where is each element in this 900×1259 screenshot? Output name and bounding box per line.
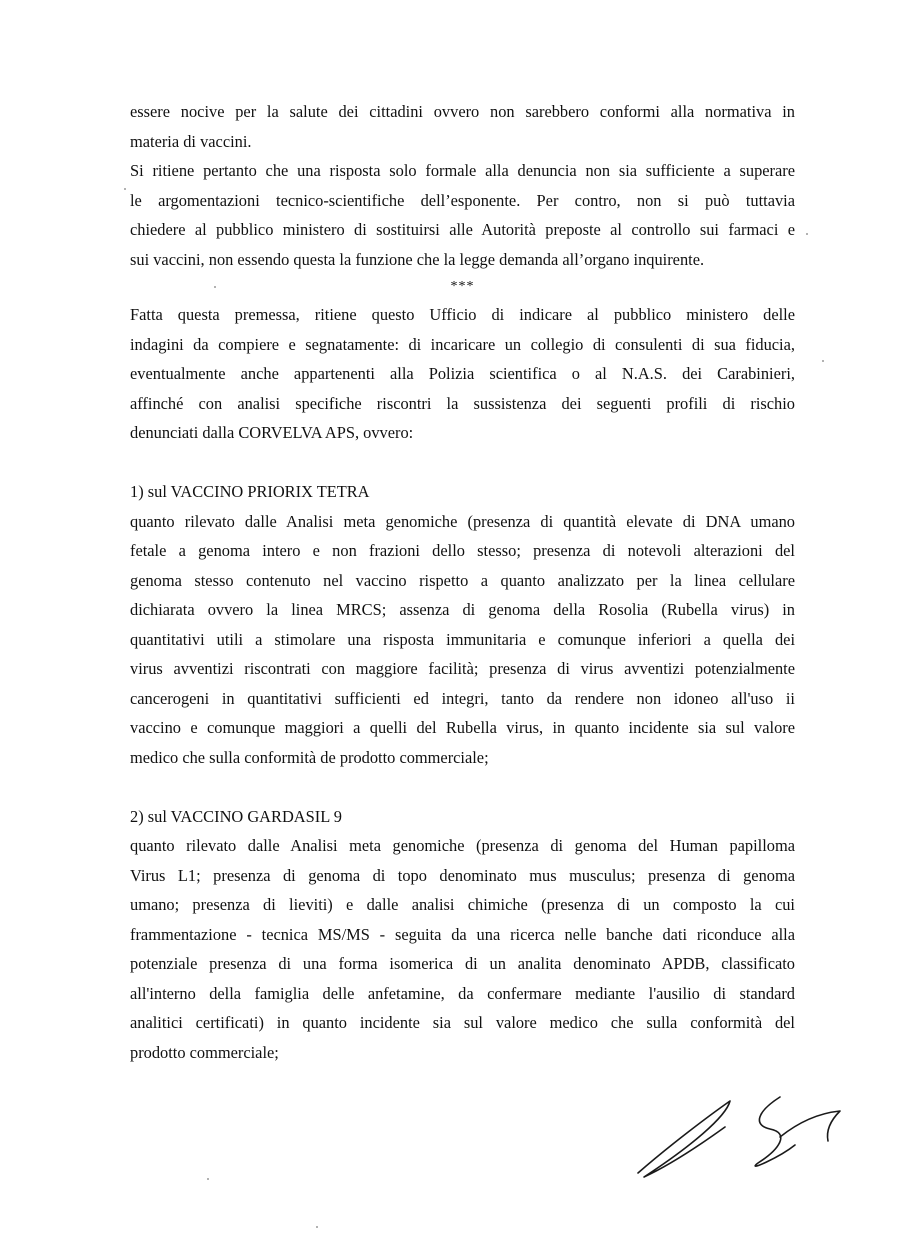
text-line: potenziale presenza di una forma isomerica di un analita denominato APDB, classificato — [130, 954, 795, 973]
scan-speck — [316, 1226, 318, 1228]
scan-speck — [207, 1178, 209, 1180]
text-line: virus avventizi riscontrati con maggiore facilità; presenza di virus avventizi potenzialmente — [130, 659, 795, 678]
text-line: medico che sulla conformità de prodotto commerciale; — [130, 747, 489, 767]
text-line: fetale a genoma intero e non frazioni dello stesso; presenza di notevoli alterazioni del — [130, 541, 795, 560]
text-line: Si ritiene pertanto che una risposta solo formale alla denuncia non sia sufficiente a superare — [130, 161, 795, 180]
text-line: frammentazione - tecnica MS/MS - seguita da una ricerca nelle banche dati riconduce alla — [130, 924, 795, 944]
text-line: Virus L1; presenza di genoma di topo denominato mus musculus; presenza di genoma — [130, 865, 795, 885]
text-line: le argomentazioni tecnico-scientifiche dell’esponente. Per contro, non si può tuttavia — [130, 190, 795, 210]
scan-speck — [822, 360, 824, 362]
scan-speck — [124, 188, 126, 190]
text-line: denunciati dalla CORVELVA APS, ovvero: — [130, 423, 414, 442]
paragraph-premise — [130, 300, 795, 448]
text-line: cancerogeni in quantitativi sufficienti ed integri, tanto da rendere non idoneo all'uso ii — [130, 688, 795, 708]
text-line: prodotto commerciale; — [130, 1042, 279, 1062]
section-body-priorix — [130, 507, 795, 773]
document-body — [130, 97, 795, 1067]
text-line: quanto rilevato dalle Analisi meta genomiche (presenza di quantità elevate di DNA umano — [130, 511, 795, 531]
section-heading-priorix: 1) sul VACCINO PRIORIX TETRA — [130, 482, 370, 501]
text-line: analitici certificati) in quanto incidente sia sul valore medico che sulla conformità del — [130, 1013, 795, 1032]
section-body-gardasil — [130, 831, 795, 1067]
text-line: umano; presenza di lieviti) e dalle analisi chimiche (presenza di un composto la cui — [130, 895, 795, 914]
text-line: sui vaccini, non essendo questa la funzione che la legge demanda all’organo inquirente. — [130, 249, 705, 269]
text-line: indagini da compiere e segnatamente: di incaricare un collegio di consulenti di sua fiducia, — [130, 334, 795, 354]
text-line: eventualmente anche appartenenti alla Polizia scientifica o al N.A.S. dei Carabinieri, — [130, 364, 795, 383]
signature-stroke — [638, 1101, 730, 1177]
paragraph-formal-response — [130, 156, 795, 274]
spacer — [130, 772, 795, 802]
text-line: materia di vaccini. — [130, 131, 252, 151]
text-line: vaccino e comunque maggiori a quelli del Rubella virus, in quanto incidente sia sul valore — [130, 718, 795, 737]
handwritten-signature — [630, 1085, 850, 1185]
text-line: quanto rilevato dalle Analisi meta genomiche (presenza di genoma del Human papilloma — [130, 836, 795, 855]
signature-stroke — [755, 1097, 795, 1166]
spacer — [130, 448, 795, 478]
text-line: Fatta questa premessa, ritiene questo Ufficio di indicare al pubblico ministero delle — [130, 305, 795, 324]
signature-stroke — [780, 1111, 840, 1141]
text-line: chiedere al pubblico ministero di sostituirsi alle Autorità preposte al controllo sui farmaci e — [130, 220, 795, 239]
text-line: dichiarata ovvero la linea MRCS; assenza di genoma della Rosolia (Rubella virus) in — [130, 600, 795, 619]
scan-speck — [806, 233, 808, 235]
scan-speck — [214, 286, 216, 288]
text-line: quantitativi utili a stimolare una risposta immunitaria e comunque inferiori a quella dei — [130, 629, 795, 649]
text-line: all'interno della famiglia delle anfetamine, da confermare mediante l'ausilio di standard — [130, 983, 795, 1003]
section-separator: *** — [450, 279, 475, 294]
text-line: genoma stesso contenuto nel vaccino rispetto a quanto analizzato per la linea cellulare — [130, 570, 795, 590]
text-line: essere nocive per la salute dei cittadini ovvero non sarebbero conformi alla normativa in — [130, 102, 795, 121]
section-heading-gardasil: 2) sul VACCINO GARDASIL 9 — [130, 806, 342, 826]
paragraph-intro — [130, 97, 795, 156]
text-line: affinché con analisi specifiche riscontri la sussistenza dei seguenti profili di rischio — [130, 393, 795, 413]
